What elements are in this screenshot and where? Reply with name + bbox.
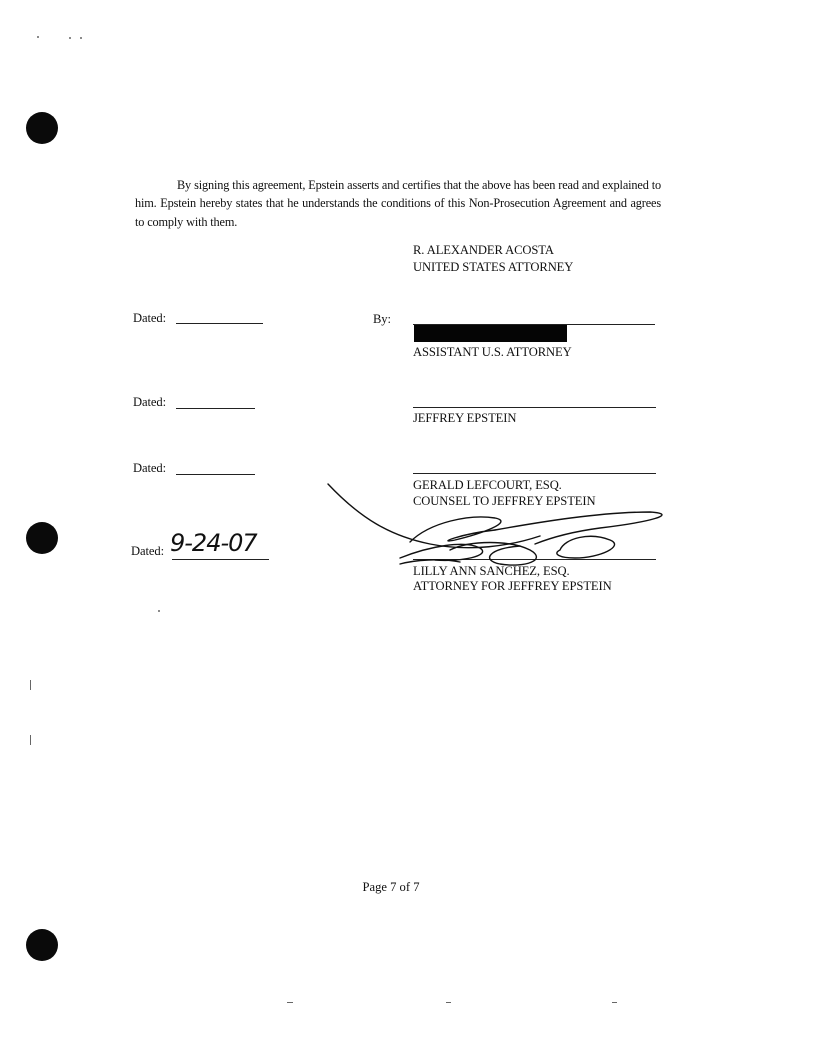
certification-paragraph: By signing this agreement, Epstein asserts and certifies that the above has been read and explained to him. Epstein hereby states that he understands the conditions of this Non-Prosecution Agreement and agrees to comply with them. [135,178,661,229]
signer-title-sanchez: ATTORNEY FOR JEFFREY EPSTEIN [413,579,612,593]
scan-speck [446,1002,451,1003]
scan-speck [158,610,160,612]
signer-title-lefcourt: COUNSEL TO JEFFREY EPSTEIN [413,494,596,508]
binder-hole-middle [26,522,58,554]
binder-hole-bottom [26,929,58,961]
redaction-box [414,325,567,342]
dated-label: Dated: [133,311,166,325]
signer-name-epstein: JEFFREY EPSTEIN [413,411,517,425]
date-line [176,323,263,324]
page-number: Page 7 of 7 [362,880,420,894]
scan-speck [612,1002,617,1003]
handwritten-date: 9-24-07 [170,529,257,557]
dated-label: Dated: [133,461,166,475]
signature-line [413,473,656,474]
by-label: By: [373,312,391,326]
signer-name-lefcourt: GERALD LEFCOURT, ESQ. [413,478,562,492]
dated-label: Dated: [133,395,166,409]
scan-speck [30,735,31,745]
us-attorney-name: R. ALEXANDER ACOSTA [413,243,554,257]
scan-speck [287,1002,293,1003]
date-line [176,474,255,475]
signer-name-sanchez: LILLY ANN SANCHEZ, ESQ. [413,564,570,578]
signature-line [413,407,656,408]
scan-speck [37,36,39,38]
scan-speck [80,37,82,39]
dated-label: Dated: [131,544,164,558]
handwritten-signature [320,478,680,588]
date-line [172,559,269,560]
ausa-title: ASSISTANT U.S. ATTORNEY [413,345,572,359]
scan-speck [30,680,31,690]
scan-speck [69,37,71,39]
binder-hole-top [26,112,58,144]
us-attorney-title: UNITED STATES ATTORNEY [413,260,574,274]
date-line [176,408,255,409]
